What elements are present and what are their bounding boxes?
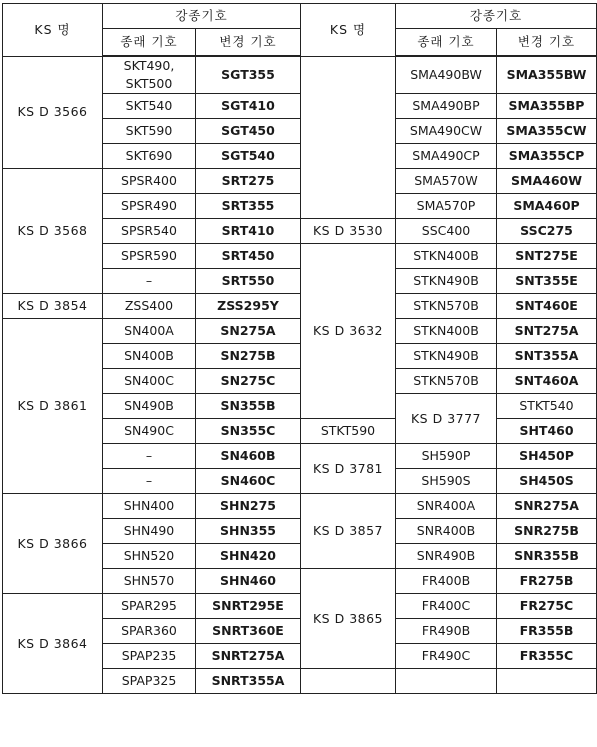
header-old-right: 종래 기호 <box>396 29 497 57</box>
table-row <box>3 319 597 344</box>
new-symbol-cell: SHN460 <box>196 569 301 594</box>
header-new-right: 변경 기호 <box>497 29 597 57</box>
old-symbol-cell: SKT540 <box>103 94 196 119</box>
header-grade-left: 강종기호 <box>103 4 301 29</box>
old-symbol-cell: SN400A <box>103 319 196 344</box>
old-symbol-cell: FR490C <box>396 644 497 669</box>
ks-standard-cell: KS D 3864 <box>3 594 103 694</box>
ks-standard-cell: KS D 3566 <box>3 56 103 169</box>
old-symbol-cell: SN400C <box>103 369 196 394</box>
old-symbol-cell: SSC400 <box>396 219 497 244</box>
ks-standard-cell: KS D 3857 <box>301 494 396 569</box>
new-symbol-cell: SMA355BW <box>497 56 597 94</box>
new-symbol-cell: FR275B <box>497 569 597 594</box>
new-symbol-cell: FR355C <box>497 644 597 669</box>
old-symbol-cell: – <box>103 444 196 469</box>
ks-standard-cell <box>301 669 396 694</box>
ks-standard-cell: KS D 3632 <box>301 244 396 419</box>
new-symbol-cell: FR355B <box>497 619 597 644</box>
old-symbol-cell: STKT540 <box>497 394 597 419</box>
old-symbol-cell: SPSR590 <box>103 244 196 269</box>
table-row <box>3 294 597 319</box>
new-symbol-cell <box>497 669 597 694</box>
ks-standard-cell: KS D 3861 <box>3 319 103 494</box>
new-symbol-cell: SN355B <box>196 394 301 419</box>
old-symbol-cell: SHN570 <box>103 569 196 594</box>
old-symbol-cell: SN490C <box>103 419 196 444</box>
old-symbol-cell: SHN490 <box>103 519 196 544</box>
new-symbol-cell: ZSS295Y <box>196 294 301 319</box>
new-symbol-cell: SNR275B <box>497 519 597 544</box>
old-symbol-cell: SPAR295 <box>103 594 196 619</box>
ks-standard-cell: KS D 3568 <box>3 169 103 294</box>
header-row-top <box>3 4 597 29</box>
old-symbol-cell: ZSS400 <box>103 294 196 319</box>
old-symbol-cell: STKN400B <box>396 244 497 269</box>
table-row <box>3 169 597 194</box>
old-symbol-cell: STKN400B <box>396 319 497 344</box>
new-symbol-cell: SGT410 <box>196 94 301 119</box>
old-symbol-cell: SHN520 <box>103 544 196 569</box>
old-symbol-cell: FR400C <box>396 594 497 619</box>
new-symbol-cell: SHN420 <box>196 544 301 569</box>
old-symbol-cell: SH590P <box>396 444 497 469</box>
new-symbol-cell: FR275C <box>497 594 597 619</box>
ks-standard-cell: KS D 3777 <box>396 394 497 444</box>
header-new-left: 변경 기호 <box>196 29 301 57</box>
old-symbol-cell: SPSR400 <box>103 169 196 194</box>
new-symbol-cell: SN275B <box>196 344 301 369</box>
new-symbol-cell: SSC275 <box>497 219 597 244</box>
table-row <box>3 56 597 94</box>
steel-designation-table <box>2 3 597 694</box>
header-old-left: 종래 기호 <box>103 29 196 57</box>
old-symbol-cell: SH590S <box>396 469 497 494</box>
old-symbol-cell: FR490B <box>396 619 497 644</box>
table-row <box>3 594 597 619</box>
new-symbol-cell: SH450S <box>497 469 597 494</box>
old-symbol-cell: SMA570W <box>396 169 497 194</box>
table-row <box>3 494 597 519</box>
new-symbol-cell: SMA460P <box>497 194 597 219</box>
old-symbol-cell: SKT690 <box>103 144 196 169</box>
old-symbol-cell: SNR400A <box>396 494 497 519</box>
old-symbol-cell: SPAP235 <box>103 644 196 669</box>
old-symbol-cell: SPSR540 <box>103 219 196 244</box>
old-symbol-cell: SPAR360 <box>103 619 196 644</box>
ks-standard-cell: KS D 3530 <box>301 219 396 244</box>
new-symbol-cell: SN275C <box>196 369 301 394</box>
new-symbol-cell: SHN275 <box>196 494 301 519</box>
old-symbol-cell: SN400B <box>103 344 196 369</box>
new-symbol-cell: SRT550 <box>196 269 301 294</box>
new-symbol-cell: SH450P <box>497 444 597 469</box>
new-symbol-cell: SNRT360E <box>196 619 301 644</box>
new-symbol-cell: SNT460A <box>497 369 597 394</box>
new-symbol-cell: SNT355E <box>497 269 597 294</box>
old-symbol-cell: SNR400B <box>396 519 497 544</box>
ks-standard-cell: KS D 3781 <box>301 444 396 494</box>
old-symbol-cell: SNR490B <box>396 544 497 569</box>
new-symbol-cell: SNT275E <box>497 244 597 269</box>
ks-standard-cell: KS D 3865 <box>301 569 396 669</box>
new-symbol-cell: SN275A <box>196 319 301 344</box>
old-symbol-cell: SMA490BW <box>396 56 497 94</box>
new-symbol-cell: SRT450 <box>196 244 301 269</box>
old-symbol-cell: – <box>103 469 196 494</box>
header-ks-left: KS 명 <box>3 4 103 57</box>
new-symbol-cell: SNT460E <box>497 294 597 319</box>
old-symbol-cell: SPSR490 <box>103 194 196 219</box>
new-symbol-cell: SNRT355A <box>196 669 301 694</box>
new-symbol-cell: SNRT275A <box>196 644 301 669</box>
new-symbol-cell: SGT450 <box>196 119 301 144</box>
old-symbol-cell: SKT590 <box>103 119 196 144</box>
new-symbol-cell: SRT355 <box>196 194 301 219</box>
old-symbol-cell: STKT590 <box>301 419 396 444</box>
old-symbol-cell <box>396 669 497 694</box>
new-symbol-cell: SRT410 <box>196 219 301 244</box>
old-symbol-cell: STKN490B <box>396 344 497 369</box>
old-symbol-line: SKT500 <box>125 76 173 91</box>
old-symbol-cell: FR400B <box>396 569 497 594</box>
new-symbol-cell: SN355C <box>196 419 301 444</box>
old-symbol-cell: STKN570B <box>396 294 497 319</box>
ks-standard-cell: KS D 3854 <box>3 294 103 319</box>
old-symbol-cell: SPAP325 <box>103 669 196 694</box>
old-symbol-cell: STKN570B <box>396 369 497 394</box>
new-symbol-cell: SRT275 <box>196 169 301 194</box>
old-symbol-cell: – <box>103 269 196 294</box>
old-symbol-line: SKT490, <box>123 58 175 73</box>
new-symbol-cell: SNT275A <box>497 319 597 344</box>
old-symbol-cell <box>103 56 196 94</box>
ks-standard-cell: KS D 3866 <box>3 494 103 594</box>
new-symbol-cell: SNRT295E <box>196 594 301 619</box>
new-symbol-cell: SN460B <box>196 444 301 469</box>
new-symbol-cell: SGT355 <box>196 56 301 94</box>
new-symbol-cell: SHT460 <box>497 419 597 444</box>
new-symbol-cell: SMA355CP <box>497 144 597 169</box>
new-symbol-cell: SNR355B <box>497 544 597 569</box>
old-symbol-cell: SMA490CP <box>396 144 497 169</box>
old-symbol-cell: SMA570P <box>396 194 497 219</box>
new-symbol-cell: SMA460W <box>497 169 597 194</box>
new-symbol-cell: SGT540 <box>196 144 301 169</box>
ks-standard-cell <box>301 56 396 219</box>
old-symbol-cell: SN490B <box>103 394 196 419</box>
new-symbol-cell: SHN355 <box>196 519 301 544</box>
old-symbol-cell: SMA490BP <box>396 94 497 119</box>
new-symbol-cell: SMA355BP <box>497 94 597 119</box>
new-symbol-cell: SNR275A <box>497 494 597 519</box>
old-symbol-cell: STKN490B <box>396 269 497 294</box>
new-symbol-cell: SMA355CW <box>497 119 597 144</box>
new-symbol-cell: SNT355A <box>497 344 597 369</box>
old-symbol-cell: SHN400 <box>103 494 196 519</box>
old-symbol-cell: SMA490CW <box>396 119 497 144</box>
header-grade-right: 강종기호 <box>396 4 597 29</box>
header-ks-right: KS 명 <box>301 4 396 57</box>
new-symbol-cell: SN460C <box>196 469 301 494</box>
